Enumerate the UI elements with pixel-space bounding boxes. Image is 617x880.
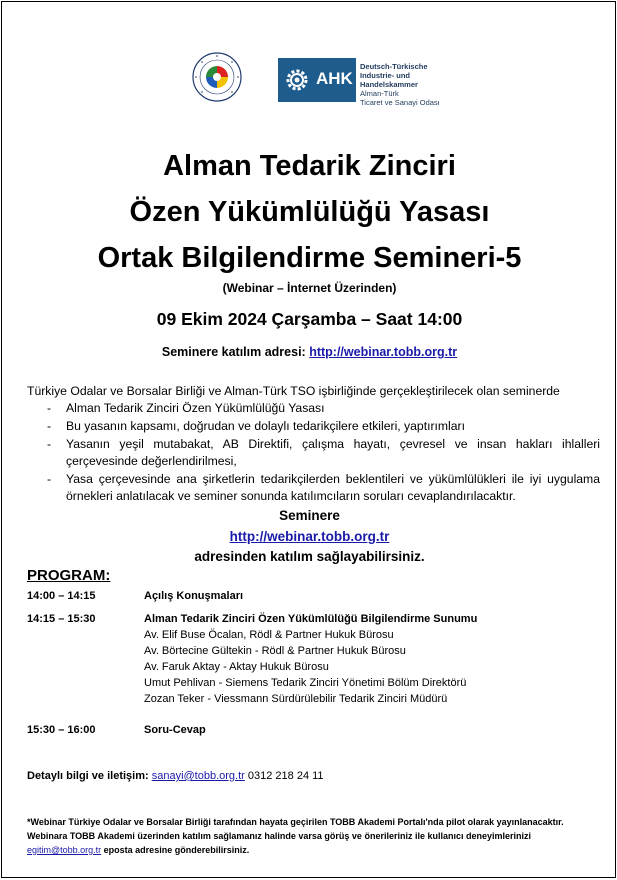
program-title: Soru-Cevap: [144, 724, 206, 736]
bullet-dash: -: [47, 437, 52, 451]
ahk-line-2: Industrie- und Handelskammer: [360, 71, 418, 89]
program-time: 14:15 – 15:30: [27, 613, 96, 625]
document-page: [1, 1, 616, 878]
list-item-text: Yasa çerçevesinde ana şirketlerin tedarikçilerden beklentileri ve yükümlülükleri ile iyi uygulama örnekleri anlatılacak ve seminer sonunda katılımcıların soruları cevaplandırılacaktır.: [66, 472, 600, 503]
join-line-1: Seminere: [279, 508, 340, 523]
list-item-text: Alman Tedarik Zinciri Özen Yükümlülüğü Yasası: [66, 401, 325, 415]
program-title: Alman Tedarik Zinciri Özen Yükümlülüğü Bilgilendirme Sunumu: [144, 613, 478, 625]
contact-email-link[interactable]: sanayi@tobb.org.tr: [151, 770, 245, 782]
program-desc: [144, 611, 574, 707]
footnote-line-3: [27, 843, 597, 857]
footnote: [27, 815, 597, 857]
bullet-dash: -: [47, 419, 52, 433]
bullet-dash: -: [47, 472, 52, 486]
footnote-line-1: *Webinar Türkiye Odalar ve Borsalar Birliği tarafından hayata geçirilen TOBB Akademi Portalı'nda pilot olarak yayınlanacaktır.: [27, 817, 564, 827]
join-webinar-link[interactable]: http://webinar.tobb.org.tr: [229, 529, 390, 544]
list-item-text: Bu yasanın kapsamı, doğrudan ve dolaylı tedarikçilere etkileri, yaptırımları: [66, 419, 465, 433]
program-heading: PROGRAM:: [27, 567, 111, 584]
ahk-line-3: Alman-Türk: [360, 89, 399, 98]
topics-list: [47, 400, 600, 506]
speaker: Umut Pehlivan - Siemens Tedarik Zinciri Yönetimi Bölüm Direktörü: [144, 677, 467, 689]
join-line-3: adresinden katılım sağlayabilirsiniz.: [194, 549, 425, 564]
program-title: Açılış Konuşmaları: [144, 590, 244, 602]
footnote-line-3-rest: eposta adresine gönderebilirsiniz.: [101, 845, 250, 855]
program-desc: [144, 722, 574, 738]
contact-phone: 0312 218 24 11: [247, 770, 324, 782]
event-date: 09 Ekim 2024 Çarşamba – Saat 14:00: [156, 309, 463, 329]
speaker: Av. Elif Buse Öcalan, Rödl & Partner Hukuk Bürosu: [144, 629, 394, 641]
gear-icon: [282, 65, 312, 95]
title-line-2: Özen Yükümlülüğü Yasası: [129, 196, 490, 228]
ahk-name: [360, 62, 452, 107]
footnote-email-link[interactable]: egitim@tobb.org.tr: [27, 845, 102, 855]
title-line-3: Ortak Bilgilendirme Semineri-5: [97, 242, 522, 274]
contact-line: [27, 770, 324, 782]
program-desc: [144, 588, 574, 604]
speaker: Av. Börtecine Gültekin - Rödl & Partner Hukuk Bürosu: [144, 645, 406, 657]
list-item: [47, 418, 600, 435]
ahk-letters: AHK: [316, 69, 353, 88]
subtitle: (Webinar – İnternet Üzerinden): [222, 281, 397, 295]
program-time: 14:00 – 14:15: [27, 590, 96, 602]
webinar-link[interactable]: http://webinar.tobb.org.tr: [309, 345, 458, 359]
list-item-text: Yasanın yeşil mutabakat, AB Direktifi, çalışma hayatı, çevresel ve insan hakları ihlalleri çerçevesinde değerlendirilmesi,: [66, 437, 600, 468]
list-item: [47, 471, 600, 505]
address-line: [2, 345, 617, 359]
list-item: [47, 400, 600, 417]
ahk-logo: [278, 58, 452, 107]
footnote-line-2: Webinara TOBB Akademi üzerinden katılım sağlamanız halinde varsa görüş ve önerileriniz ile kullanıcı deneyimlerinizi: [27, 831, 531, 841]
program-time: 15:30 – 16:00: [27, 724, 96, 736]
ahk-line-1: Deutsch-Türkische: [360, 62, 428, 71]
bullet-dash: -: [47, 401, 52, 415]
join-line-2: [2, 529, 617, 544]
title-line-1: Alman Tedarik Zinciri: [163, 150, 456, 182]
intro-text: Türkiye Odalar ve Borsalar Birliği ve Alman-Türk TSO işbirliğinde gerçekleştirilecek olan seminerde: [27, 384, 560, 398]
speaker: Av. Faruk Aktay - Aktay Hukuk Bürosu: [144, 661, 329, 673]
logo-bar: [192, 52, 452, 108]
tobb-logo: [192, 52, 242, 102]
list-item: [47, 436, 600, 470]
address-label: Seminere katılım adresi:: [161, 345, 306, 359]
ahk-logo-box: [278, 58, 356, 102]
speaker: Zozan Teker - Viessmann Sürdürülebilir Tedarik Zinciri Müdürü: [144, 693, 448, 705]
ahk-line-4: Ticaret ve Sanayi Odası: [360, 98, 440, 107]
contact-label: Detaylı bilgi ve iletişim:: [27, 770, 149, 782]
